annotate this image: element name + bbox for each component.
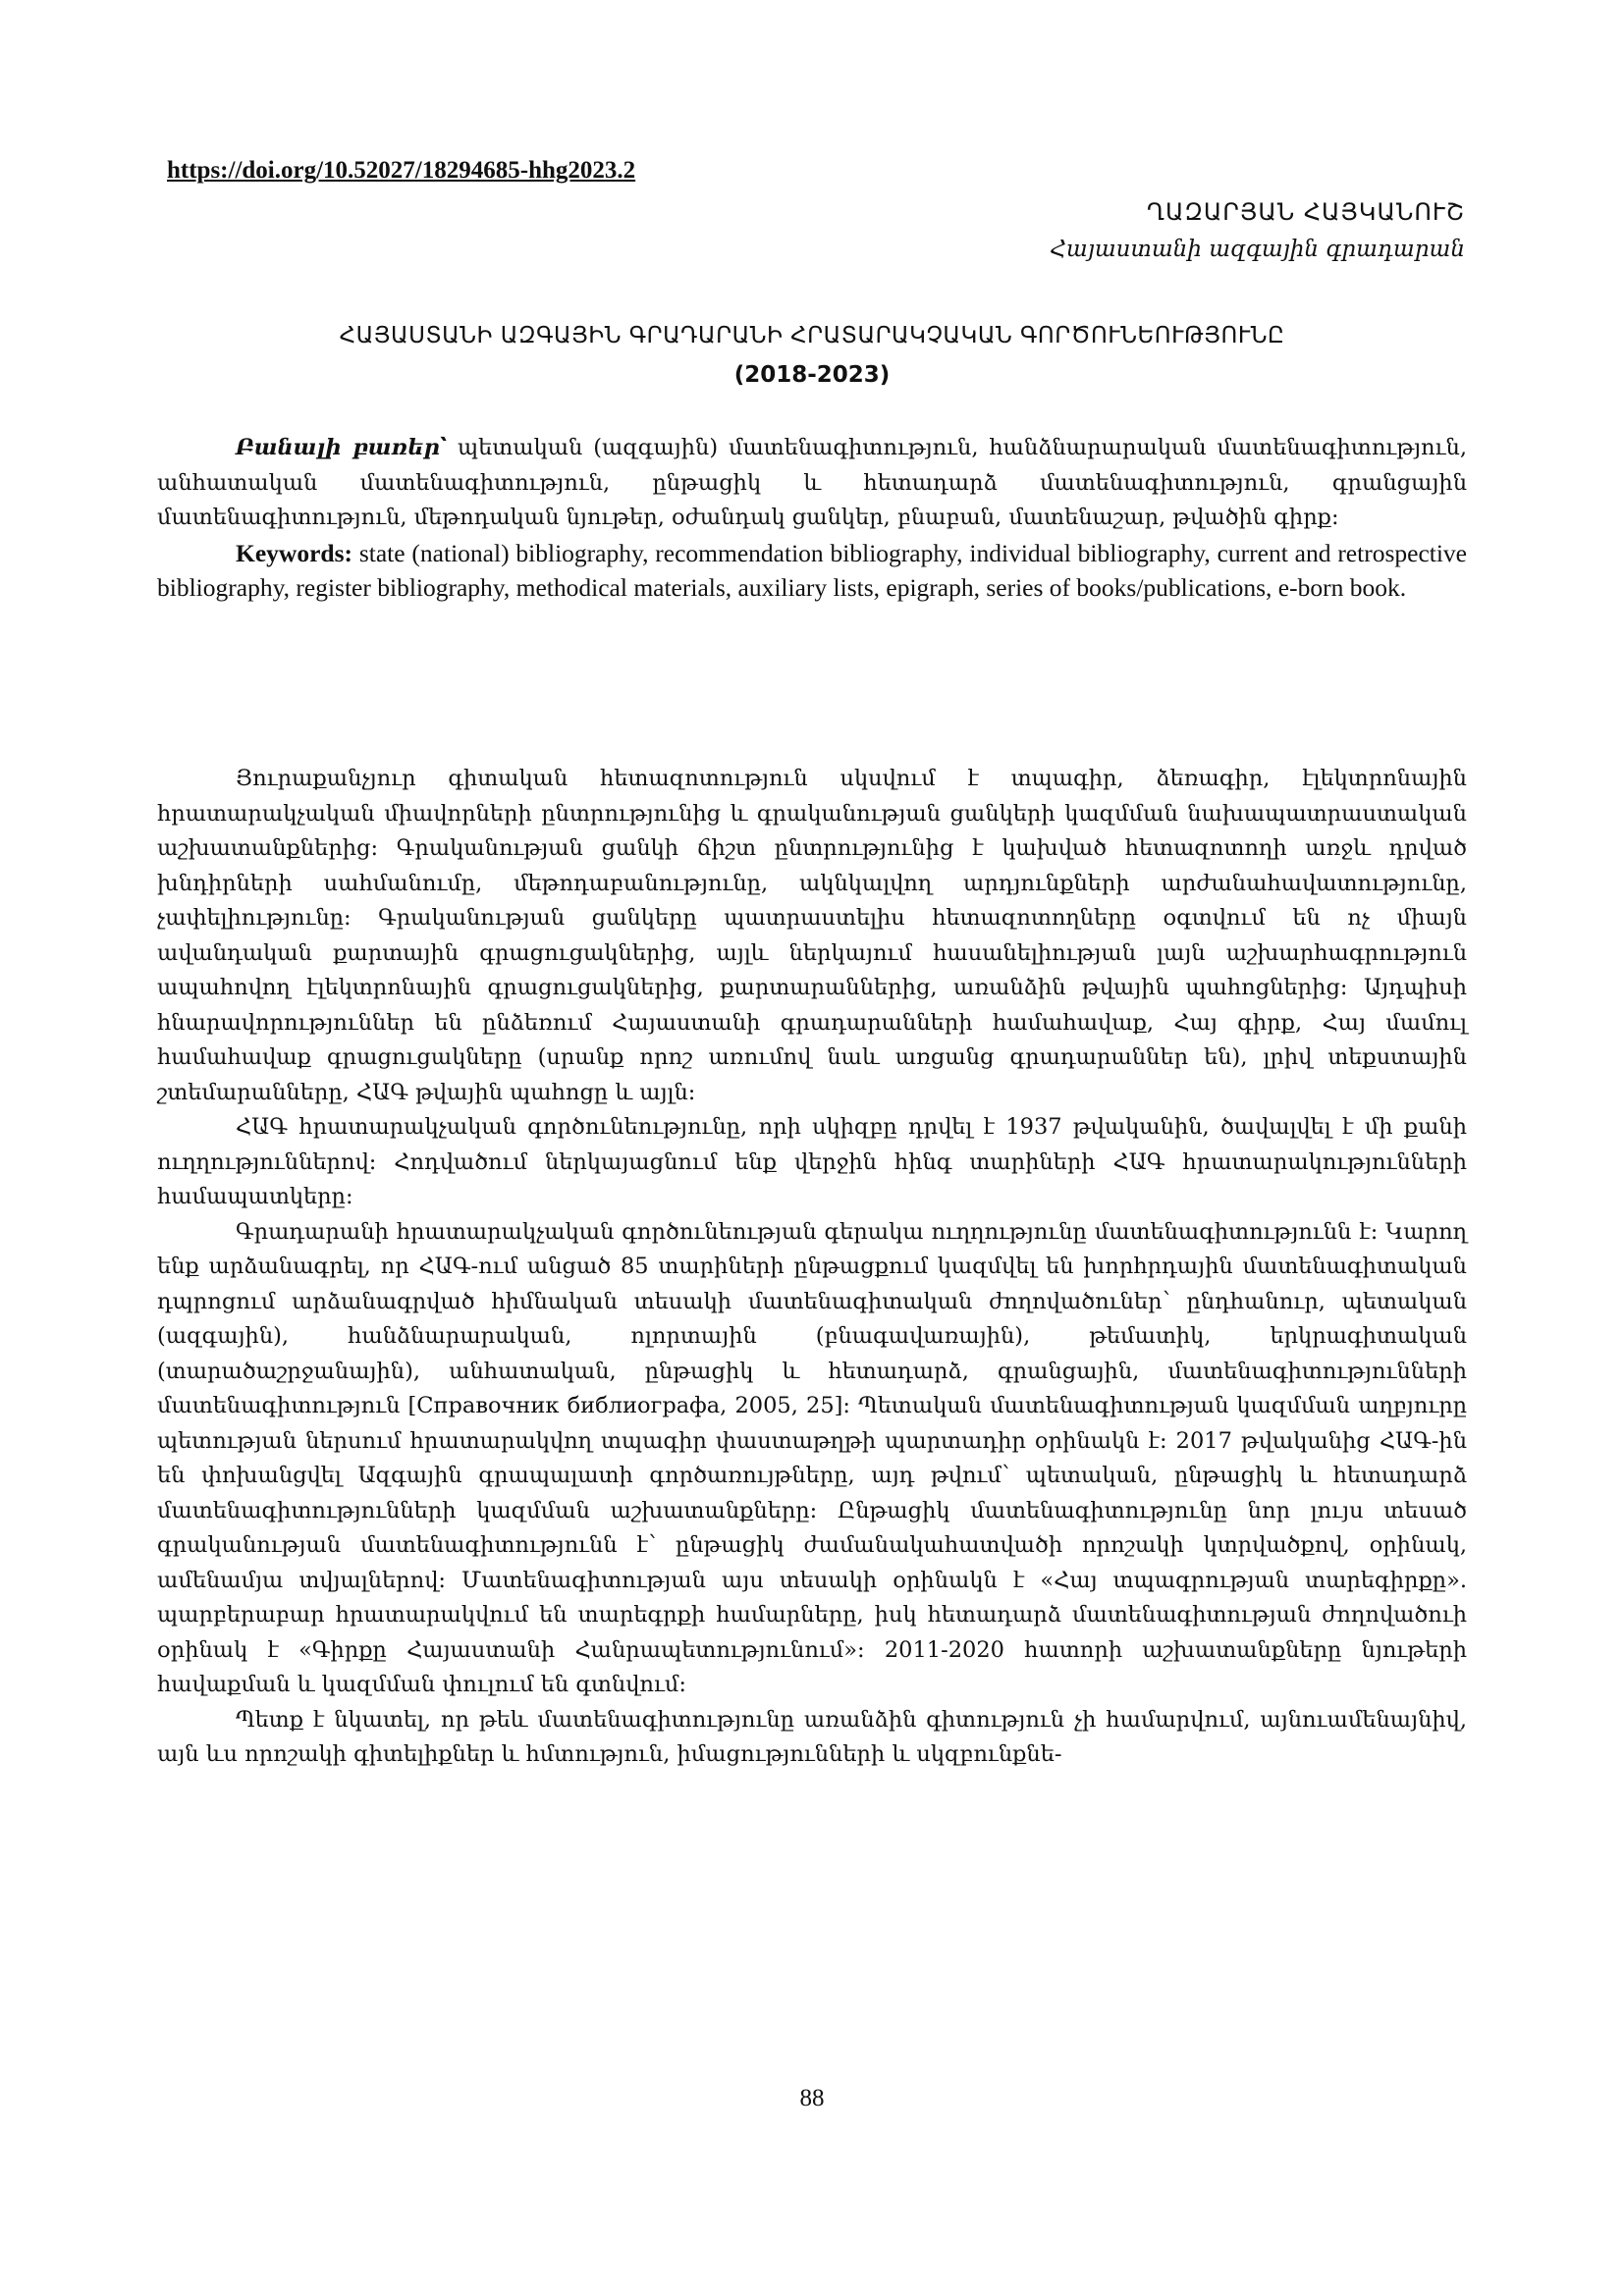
author-block xyxy=(1050,193,1465,268)
article-title xyxy=(157,316,1467,395)
keywords-armenian-text: պետական (ազգային) մատենագիտություն, հանձնարարական մատենագիտություն, անհատական մատենագիտություն, ընթացիկ և հետադարձ մատենագիտություն, գրանցային մատենագիտություն, մեթոդական նյութեր, օժանդակ ցանկեր, բնաբան, մատենաշար, թվածին գիրք: xyxy=(157,435,1467,530)
article-body xyxy=(157,762,1467,1773)
keywords-english-text: state (national) bibliography, recommendation bibliography, individual bibliography, current and retrospective bibliography, register bibliography, methodical materials, auxiliary lists, epigraph, series of books/publications, e-born book. xyxy=(157,538,1467,602)
keywords-armenian xyxy=(157,431,1467,536)
title-main: ՀԱՅԱՍՏԱՆԻ ԱԶԳԱՅԻՆ ԳՐԱԴԱՐԱՆԻ ՀՐԱՏԱՐԱԿՉԱԿԱՆ ԳՈՐԾՈՒՆԵՈՒԹՅՈՒՆԸ xyxy=(339,323,1285,348)
keywords-armenian-label: Բանալի բառեր՝ xyxy=(236,435,448,460)
keywords-english xyxy=(157,536,1467,606)
title-years: (2018-2023) xyxy=(733,362,891,388)
keywords-section xyxy=(157,431,1467,606)
body-paragraph: Գրադարանի հրատարակչական գործունեության գերակա ուղղությունը մատենագիտությունն է: Կարող ենք արձանագրել, որ ՀԱԳ-ում անցած 85 տարիների ընթացքում կազմվել են խորհրդային մատենագիտական դպրոցում արձանագրված հիմնական տեսակի մատենագիտական ժողովածուներ՝ ընդհանուր, պետական (ազգային), հանձնարարական, ոլորտային (բնագավառային), թեմատիկ, երկրագիտական (տարածաշրջանային), անհատական, ընթացիկ և հետադարձ, գրանցային, մատենագիտությունների մատենագիտություն [Справочник библиографа, 2005, 25]: Պետական մատենագիտության կազմման աղբյուրը պետության ներսում հրատարակվող տպագիր փաստաթղթի պարտադիր օրինակն է: 2017 թվականից ՀԱԳ-ին են փոխանցվել Ազգային գրապալատի գործառույթները, այդ թվում՝ պետական, ընթացիկ և հետադարձ մատենագիտությունների կազմման աշխատանքները: Ընթացիկ մատենագիտությունը նոր լույս տեսած գրականության մատենագիտությունն է՝ ընթացիկ ժամանակահատվածի որոշակի կտրվածքով, օրինակ, ամենամյա տվյալներով: Մատենագիտության այս տեսակի օրինակն է «Հայ տպագրության տարեգիրքը». պարբերաբար հրատարակվում են տարեգրքի համարները, իսկ հետադարձ մատենագիտության ժողովածուի օրինակ է «Գիրքը Հայաստանի Հանրապետությունում»: 2011-2020 հատորի աշխատանքները նյութերի հավաքման և կազմման փուլում են գտնվում: xyxy=(157,1218,1467,1697)
body-paragraph: ՀԱԳ հրատարակչական գործունեությունը, որի սկիզբը դրվել է 1937 թվականին, ծավալվել է մի քանի ուղղություններով: Հոդվածում ներկայացնում ենք վերջին հինգ տարիների ՀԱԳ հրատարակությունների համապատկերը: xyxy=(157,1114,1467,1209)
body-paragraph: Պետք է նկատել, որ թեև մատենագիտությունը առանձին գիտություն չի համարվում, այնուամենայնիվ, այն ևս որոշակի գիտելիքներ և հմտություն, իմացությունների և սկզբունքնե- xyxy=(157,1706,1467,1767)
body-paragraph: Յուրաքանչյուր գիտական հետազոտություն սկսվում է տպագիր, ձեռագիր, էլեկտրոնային հրատարակչական միավորների ընտրությունից և գրականության ցանկերի կազմման նախապատրաստական աշխատանքներից: Գրականության ցանկի ճիշտ ընտրությունից է կախված հետազոտողի առջև դրված խնդիրների սահմանումը, մեթոդաբանությունը, ակնկալվող արդյունքների արժանահավատությունը, չափելիությունը: Գրականության ցանկերը պատրաստելիս հետազոտողները օգտվում են ոչ միայն ավանդական քարտային գրացուցակներից, այլև ներկայում հասանելիության լայն աշխարհագրություն ապահովող էլեկտրոնային գրացուցակներից, քարտարաններից, առանձին թվային պահոցներից: Այդպիսի հնարավորություններ են ընձեռում Հայաստանի գրադարանների համահավաք, Հայ գիրք, Հայ մամուլ համահավաք գրացուցակները (սրանք որոշ առումով նաև առցանց գրադարաններ են), լրիվ տեքստային շտեմարանները, ՀԱԳ թվային պահոցը և այլն: xyxy=(157,766,1467,1105)
page-number: 88 xyxy=(799,2085,825,2111)
doi-link[interactable]: https://doi.org/10.52027/18294685-hhg2023.2 xyxy=(167,157,636,184)
author-name: ՂԱԶԱՐՅԱՆ ՀԱՅԿԱՆՈՒՇ xyxy=(1146,198,1465,226)
author-affiliation: Հայաստանի ազգային գրադարան xyxy=(1050,237,1465,262)
keywords-english-label: Keywords: xyxy=(236,538,352,567)
